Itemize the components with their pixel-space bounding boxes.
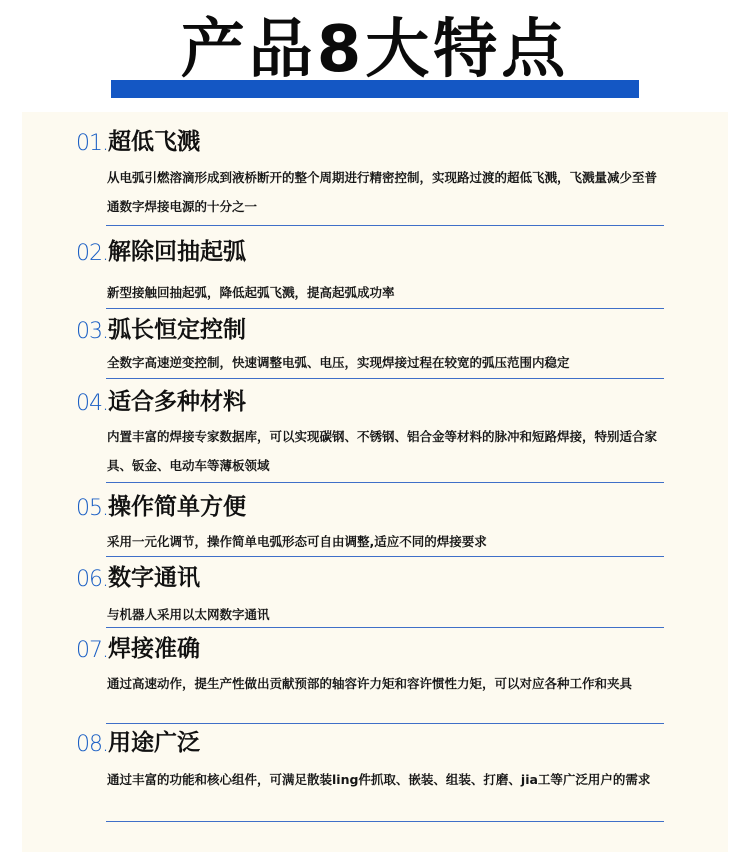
feature-number: 02. <box>76 241 108 266</box>
feature-number: 06. <box>76 567 108 592</box>
divider <box>106 627 664 628</box>
divider <box>106 723 664 724</box>
divider <box>106 821 664 822</box>
feature-item-7 <box>76 633 662 691</box>
feature-title: 适合多种材料 <box>108 389 246 415</box>
feature-number: 05. <box>76 496 108 521</box>
feature-title: 弧长恒定控制 <box>108 317 246 343</box>
feature-description: 新型接触回抽起弧，降低起弧飞溅，提高起弧成功率 <box>107 285 395 300</box>
feature-description: 与机器人采用以太网数字通讯 <box>107 607 270 622</box>
divider <box>106 482 664 483</box>
feature-number: 08. <box>76 732 108 757</box>
feature-item-2 <box>76 236 662 300</box>
divider <box>106 225 664 226</box>
feature-item-3 <box>76 314 662 370</box>
feature-description: 内置丰富的焊接专家数据库，可以实现碳钢、不锈钢、铝合金等材料的脉冲和短路焊接，特别适合家具、钣金、电动车等薄板领域 <box>107 429 658 473</box>
feature-item-1 <box>76 126 662 214</box>
feature-item-4 <box>76 386 662 473</box>
feature-item-5 <box>76 491 662 549</box>
feature-title: 解除回抽起弧 <box>108 239 246 265</box>
feature-number: 03. <box>76 319 108 344</box>
feature-description: 通过丰富的功能和核心组件，可满足散装ling件抓取、嵌装、组装、打磨、jia工等广泛用户的需求 <box>107 772 651 787</box>
feature-item-6 <box>76 562 662 622</box>
divider <box>106 378 664 379</box>
feature-number: 01. <box>76 131 108 156</box>
feature-description: 全数字高速逆变控制，快速调整电弧、电压，实现焊接过程在较宽的弧压范围内稳定 <box>107 355 570 370</box>
feature-number: 07. <box>76 638 108 663</box>
feature-title: 数字通讯 <box>108 565 200 591</box>
feature-title: 超低飞溅 <box>108 129 200 155</box>
feature-description: 采用一元化调节，操作简单电弧形态可自由调整,适应不同的焊接要求 <box>107 534 487 549</box>
feature-title: 操作简单方便 <box>108 494 246 520</box>
divider <box>106 308 664 309</box>
feature-description: 从电弧引燃溶滴形成到液桥断开的整个周期进行精密控制，实现路过渡的超低飞溅，飞溅量减少至普通数字焊接电源的十分之一 <box>107 170 658 214</box>
feature-item-8 <box>76 727 662 787</box>
divider <box>106 556 664 557</box>
page-title: 产品8大特点 <box>180 13 570 87</box>
feature-description: 通过高速动作，提生产性做出贡献预部的轴容许力矩和容许惯性力矩，可以对应各种工作和夹具 <box>107 676 633 691</box>
feature-title: 焊接准确 <box>108 636 200 662</box>
feature-number: 04. <box>76 391 108 416</box>
header <box>0 0 750 100</box>
feature-title: 用途广泛 <box>108 730 200 756</box>
